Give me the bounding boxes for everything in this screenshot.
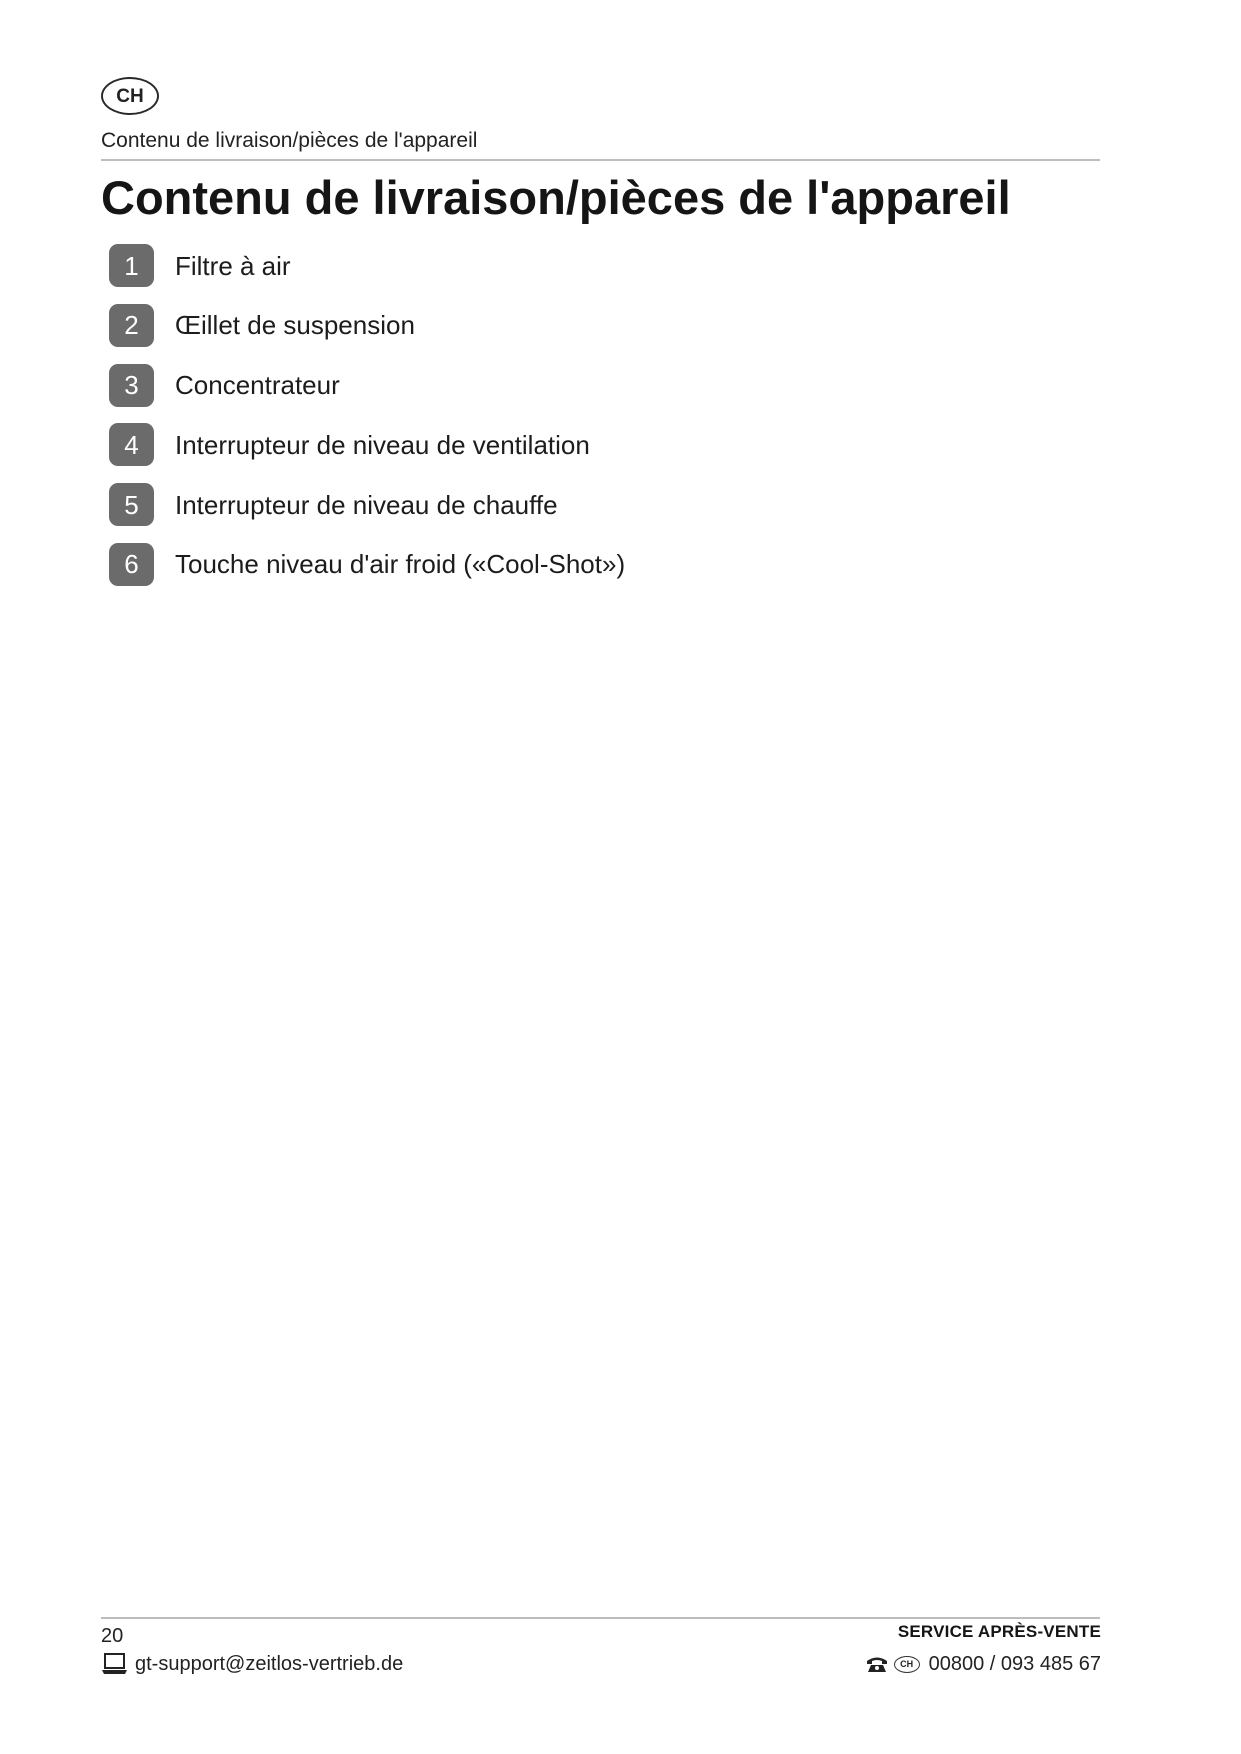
item-label: Filtre à air xyxy=(175,250,291,281)
service-phone-row xyxy=(866,1652,1101,1676)
item-label: Touche niveau d'air froid («Cool-Shot») xyxy=(175,549,626,580)
page-title: Contenu de livraison/pièces de l'appareil xyxy=(101,171,1011,224)
list-item xyxy=(109,244,625,287)
item-number-badge: 6 xyxy=(109,543,154,586)
support-email-row xyxy=(101,1652,403,1676)
laptop-icon xyxy=(101,1652,128,1676)
country-mini-badge-ch: CH xyxy=(894,1656,920,1673)
item-number-badge: 2 xyxy=(109,304,154,347)
list-item xyxy=(109,423,625,466)
list-item xyxy=(109,483,625,526)
item-number-badge: 4 xyxy=(109,423,154,466)
page-number: 20 xyxy=(101,1625,124,1647)
list-item xyxy=(109,543,625,586)
item-label: Concentrateur xyxy=(175,370,340,401)
parts-list xyxy=(109,244,625,603)
item-number-badge: 1 xyxy=(109,244,154,287)
item-label: Interrupteur de niveau de chauffe xyxy=(175,489,558,520)
header-divider xyxy=(101,159,1100,161)
list-item xyxy=(109,364,625,407)
country-badge-ch: CH xyxy=(101,77,159,115)
support-email-link[interactable]: gt-support@zeitlos-vertrieb.de xyxy=(135,1653,404,1675)
list-item xyxy=(109,304,625,347)
item-label: Œillet de suspension xyxy=(175,310,415,341)
item-number-badge: 5 xyxy=(109,483,154,526)
service-phone-number[interactable]: 00800 / 093 485 67 xyxy=(928,1653,1101,1675)
item-label: Interrupteur de niveau de ventilation xyxy=(175,429,590,460)
footer-divider xyxy=(101,1617,1100,1619)
service-title: SERVICE APRÈS-VENTE xyxy=(897,1622,1101,1641)
telephone-icon xyxy=(866,1655,888,1673)
item-number-badge: 3 xyxy=(109,364,154,407)
running-header-title: Contenu de livraison/pièces de l'appareil xyxy=(101,129,478,152)
